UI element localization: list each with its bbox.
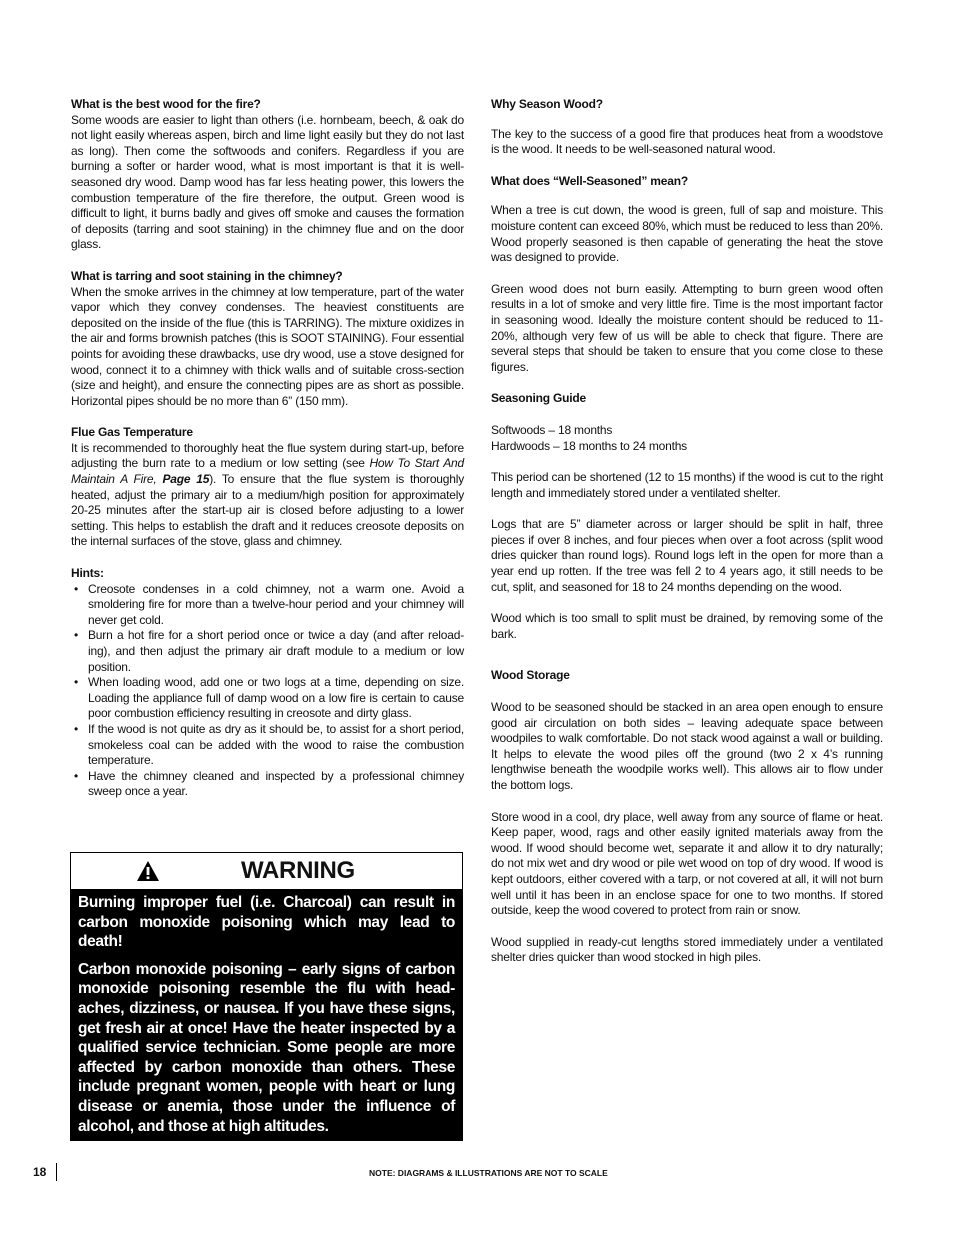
- flue-text-part-2: ). To ensure that the flue system is thoroughly heated, adjust the primary air to a medium/high position for approximately 20-25 minutes after the start-up air is closed before adjusting to a lower setting. This helps to establish the draft and it reduces creosote deposits on the internal surfaces of the stove, glass and chimney.: [71, 472, 464, 549]
- best-wood-heading: What is the best wood for the fire?: [71, 97, 261, 111]
- well-seasoned-heading: What does “Well-Seasoned” mean?: [491, 173, 688, 188]
- tarring-text: When the smoke arrives in the chimney at low temperature, part of the water vapor which they convey condenses. The heaviest constituents are deposited on the inside of the flue (this is TARRING). The mixture oxidizes in the air and forms brownish patches (this is SOOT STAINING). Four essential points for avoiding these drawbacks, use dry wood, use a stove designed for wood, connect it to a chimney with thick walls and of suitable cross-section (size and height), and ensure the connecting pipes are as short as possible. Horizontal pipes should be no more than 6” (150 mm).: [71, 284, 464, 408]
- tarring-heading: What is tarring and soot staining in the chimney?: [71, 268, 343, 283]
- hint-item: • When loading wood, add one or two logs at a time, depending on size. Loading the appliance full of damp wood on a low fire is certain to cause poor combustion efficiency resulting in creosote and dirty glass.: [71, 675, 464, 722]
- guide-text-3: Wood which is too small to split must be drained, by removing some of the bark.: [491, 611, 883, 641]
- wood-storage-heading: Wood Storage: [491, 668, 570, 683]
- flue-heading: Flue Gas Temperature: [71, 425, 193, 440]
- why-season-text: The key to the success of a good fire that produces heat from a woodstove is the wood. It needs to be well-seasoned natural wood.: [491, 126, 883, 157]
- guide-text-1: This period can be shortened (12 to 15 months) if the wood is cut to the right length and immediately stored under a ventilated shelter.: [491, 470, 883, 500]
- warning-paragraph-1: Burning improper fuel (i.e. Charcoal) can result in carbon monoxide poisoning which may lead to death!: [78, 894, 455, 951]
- flue-reference-title: How To Start And Maintain A Fire: [71, 456, 464, 487]
- best-wood-text: Some woods are easier to light than others (i.e. hornbeam, beech, & oak do not light easily whereas aspen, birch and lime light easily but they do not last as long). Then come the softwoods and conifers. Regardless if you are burning a softer or harder wood, what is most important is that it is well-seasoned dry wood. Damp wood has far less heating power, this lowers the combustion temperature of the fire therefore, the output. Green wood is difficult to light, it burns badly and gives off smoke and causes the formation of deposits (tarring and soot staining) in the chimney flue and on the door glass.: [71, 112, 464, 252]
- hint-item: • If the wood is not quite as dry as it should be, to assist for a short period, smokeless coal can be added with the wood to raise the combustion temperature.: [71, 722, 464, 769]
- storage-text-2: Store wood in a cool, dry place, well away from any source of flame or heat. Keep paper, wood, rags and other easily ignited materials away from the wood. If wood should become wet, separate it and allow it to dry naturally; do not mix wet and dry wood or pile wet wood on top of dry wood. If wood is kept outdoors, either covered with a tarp, or not covered at all, it will not burn well until it has been in an enclose space for one to two months. If stored outside, keep the wood covered to protect from rain or snow.: [491, 809, 883, 918]
- page-number: 18: [33, 1165, 47, 1179]
- hint-item: • Creosote condenses in a cold chimney, not a warm one. Avoid a smoldering fire for more than a twelve-hour period and your chimney will never get cold.: [71, 582, 464, 629]
- footer-divider: [56, 1163, 57, 1181]
- warning-body: [71, 889, 462, 1140]
- hints-heading: Hints:: [71, 566, 104, 581]
- warning-header: [71, 853, 462, 890]
- flue-text: [71, 441, 464, 550]
- hint-item: • Have the chimney cleaned and inspected by a professional chimney sweep once a year.: [71, 769, 464, 800]
- warning-triangle-icon: [136, 860, 160, 882]
- warning-box: [70, 852, 463, 1141]
- warning-title: WARNING: [241, 857, 355, 884]
- guide-text-2: Logs that are 5” diameter across or larger should be split in half, three pieces if over 8 inches, and four pieces when over a foot across (split wood dries quicker than round logs). Round logs left in the open for more than a year end up rotten. If the tree was fell 2 to 4 years ago, it still needs to be cut, split, and seasoned for 18 to 24 months depending on the wood.: [491, 517, 883, 594]
- left-column: [71, 97, 464, 800]
- flue-reference-separator: ,: [153, 472, 163, 487]
- seasoning-guide-heading: Seasoning Guide: [491, 391, 587, 406]
- hint-item: • Burn a hot fire for a short period once or twice a day (and after reload-ing), and then adjust the primary air draft module to a medium or low position.: [71, 628, 464, 675]
- well-seasoned-text-2: Green wood does not burn easily. Attempting to burn green wood often results in a lot of smoke and very little fire. Time is the most important factor in seasoning wood. Ideally the moisture content should be reduced to 11-20%, although very few of us will be able to check that figure. There are several steps that should be taken to ensure that you come close to these figures.: [491, 281, 883, 374]
- hints-list: [71, 582, 464, 800]
- well-seasoned-text-1: When a tree is cut down, the wood is green, full of sap and moisture. This moisture content can exceed 80%, which must be reduced to less than 20%. Wood properly seasoned is then capable of generating the heat the stove was designed to provide.: [491, 203, 883, 265]
- guide-hardwoods: Hardwoods – 18 months to 24 months: [491, 438, 687, 453]
- warning-paragraph-2: Carbon monoxide poisoning – early signs of carbon monoxide poisoning resemble the flu with head-aches, dizziness, or nausea. If you have these signs, get fresh air at once! Have the heater inspected by a qualified service technician. Some people are more affected by carbon monoxide than others. These include pregnant women, people with heart or lung disease or anemia, those under the influence of alcohol, and those at high altitudes.: [78, 960, 455, 1135]
- storage-text-1: Wood to be seasoned should be stacked in an area open enough to ensure good air circulation on both sides – leaving adequate space between woodpiles to walk comfortable. Do not stack wood against a wall or building. It helps to elevate the wood piles off the ground (two 2 x 4’s running lengthwise beneath the woodpile works well). This allows air to flow under the bottom logs.: [491, 700, 883, 792]
- flue-text-part-1: It is recommended to thoroughly heat the flue system during start-up, before adjusting the burn rate to a medium or low setting (see: [71, 440, 464, 471]
- why-season-heading: Why Season Wood?: [491, 97, 603, 111]
- guide-softwoods: Softwoods – 18 months: [491, 422, 613, 437]
- flue-reference-page: Page 15: [162, 472, 210, 487]
- scale-note: NOTE: DIAGRAMS & ILLUSTRATIONS ARE NOT TO SCALE: [369, 1168, 608, 1178]
- storage-text-3: Wood supplied in ready-cut lengths stored immediately under a ventilated shelter dries quicker than wood stocked in high piles.: [491, 934, 883, 965]
- right-column: [491, 97, 883, 966]
